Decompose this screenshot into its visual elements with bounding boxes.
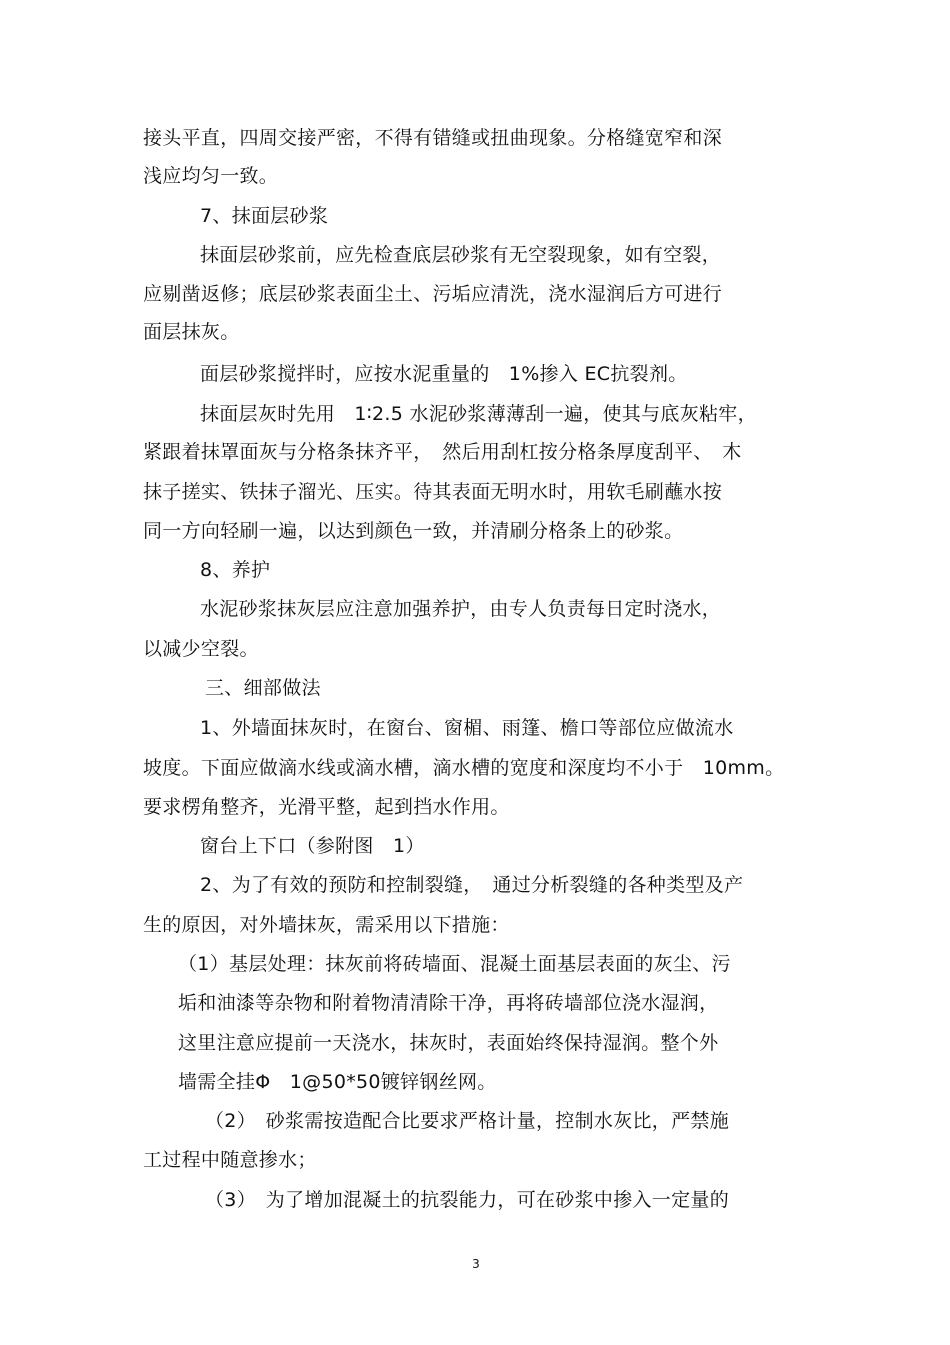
text-line: 以减少空裂。 [143, 638, 259, 660]
text-line: 2、为了有效的预防和控制裂缝， 通过分析裂缝的各种类型及产 [200, 874, 744, 896]
text-line: 垢和油漆等杂物和附着物清清除干净，再将砖墙部位浇水湿润， [178, 992, 719, 1014]
page-number: 3 [472, 1257, 480, 1271]
text-line: 生的原因，对外墙抹灰，需采用以下措施： [143, 914, 510, 936]
text-line: （3） 为了增加混凝土的抗裂能力，可在砂浆中掺入一定量的 [205, 1189, 729, 1211]
text-line: 应剔凿返修；底层砂浆表面尘土、污垢应清洗，浇水湿润后方可进行 [143, 283, 723, 305]
section-heading: 三、细部做法 [205, 677, 321, 699]
text-line: 浅应均匀一致。 [143, 165, 279, 187]
section-heading: 8、养护 [200, 559, 271, 581]
text-line: 面层砂浆搅拌时，应按水泥重量的 1%掺入 EC抗裂剂。 [200, 363, 688, 385]
text-line: 抹面层灰时先用 1∶2.5 水泥砂浆薄薄刮一遍，使其与底灰粘牢， [200, 403, 757, 425]
text-line: 坡度。下面应做滴水线或滴水槽，滴水槽的宽度和深度均不小于 10mm。 [143, 757, 785, 779]
text-line: 抹子搓实、铁抹子溜光、压实。待其表面无明水时，用软毛刷蘸水按 [143, 481, 723, 503]
text-line: 抹面层砂浆前，应先检查底层砂浆有无空裂现象，如有空裂， [200, 244, 722, 266]
text-line: 窗台上下口（参附图 1） [200, 835, 425, 857]
text-line: 1、外墙面抹灰时，在窗台、窗楣、雨篷、檐口等部位应做流水 [200, 717, 734, 739]
text-line: 墙需全挂Φ 1@50*50镀锌钢丝网。 [178, 1071, 497, 1093]
text-line: （2） 砂浆需按造配合比要求严格计量，控制水灰比，严禁施 [205, 1110, 729, 1132]
text-line: 这里注意应提前一天浇水，抹灰时，表面始终保持湿润。整个外 [178, 1032, 719, 1054]
text-line: 紧跟着抹罩面灰与分格条抹齐平， 然后用刮杠按分格条厚度刮平、 木 [143, 441, 742, 463]
text-line: 接头平直，四周交接严密，不得有错缝或扭曲现象。分格缝宽窄和深 [143, 127, 723, 149]
text-line: （1）基层处理：抹灰前将砖墙面、混凝土面基层表面的灰尘、污 [178, 953, 731, 975]
text-line: 工过程中随意掺水； [143, 1149, 317, 1171]
text-line: 面层抹灰。 [143, 321, 240, 343]
text-line: 要求楞角整齐，光滑平整，起到挡水作用。 [143, 796, 510, 818]
text-line: 水泥砂浆抹灰层应注意加强养护，由专人负责每日定时浇水， [200, 598, 722, 620]
text-line: 同一方向轻刷一遍，以达到颜色一致，并清刷分格条上的砂浆。 [143, 520, 684, 542]
section-heading: 7、抹面层砂浆 [200, 205, 329, 227]
